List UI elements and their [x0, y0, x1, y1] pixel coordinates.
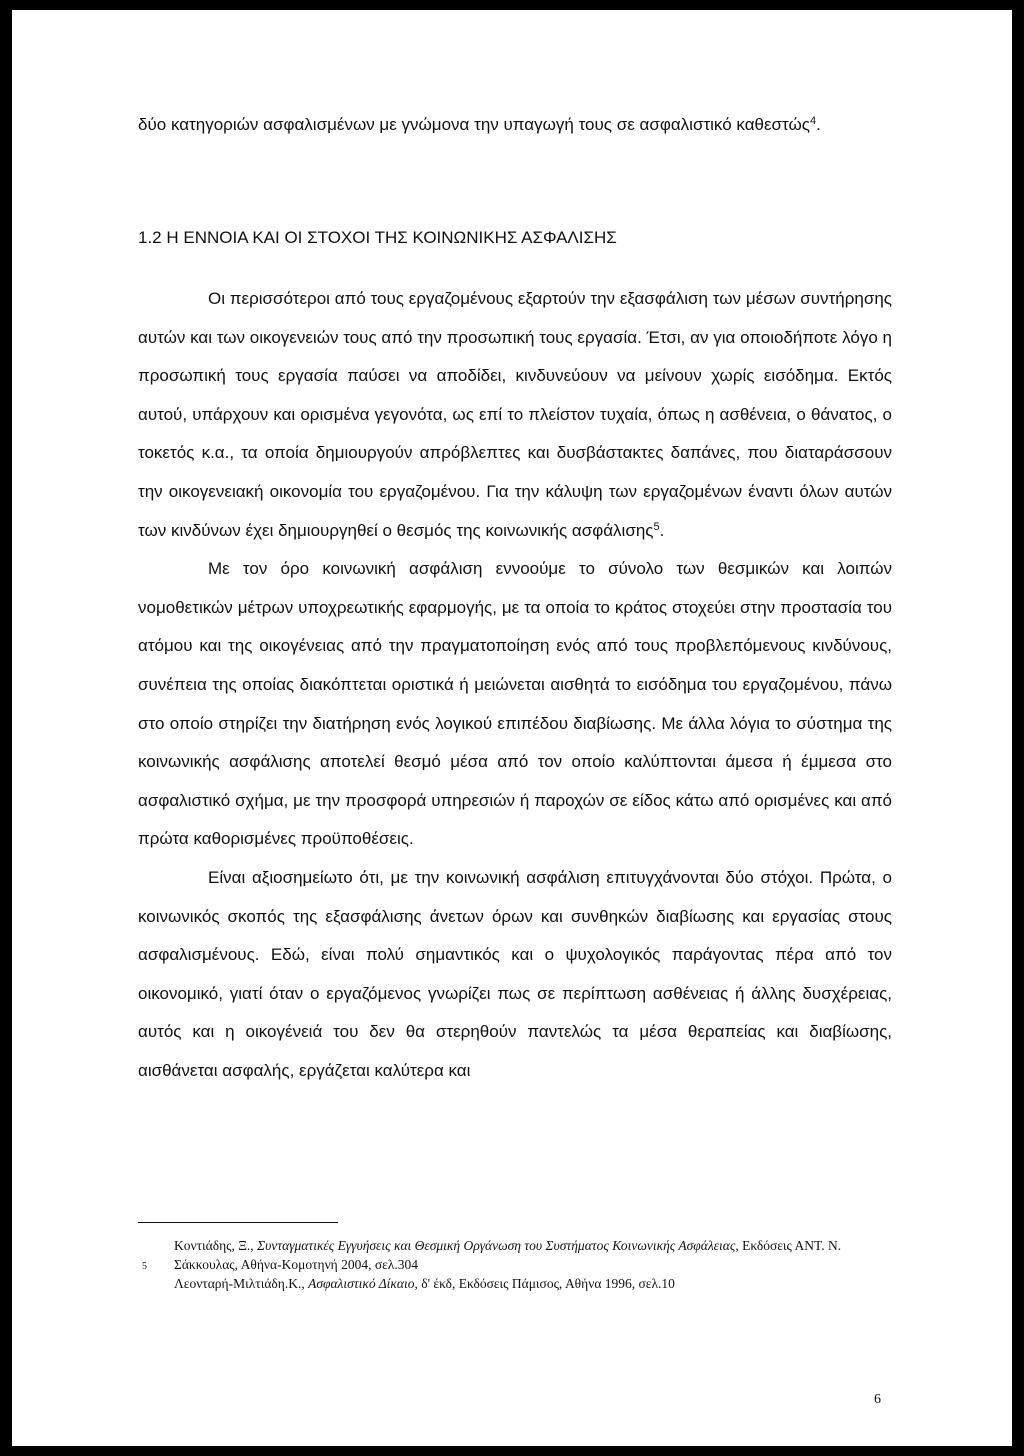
citation-2-author: Λεονταρή-Μιλτιάδη.Κ.,: [174, 1276, 309, 1291]
top-paragraph-text: δύο κατηγοριών ασφαλισμένων με γνώμονα την υπαγωγή τους σε ασφαλιστικό καθεστώς: [138, 115, 810, 134]
main-body: [138, 280, 892, 1090]
page-number: 6: [874, 1392, 881, 1407]
citation-1-details: , Εκδόσεις ΑΝΤ. Ν. Σάκκουλας, Αθήνα-Κομοτηνή 2004, σελ.304: [174, 1238, 842, 1272]
footnote-citation-2: [174, 1274, 892, 1293]
document-page: [12, 10, 1012, 1446]
citation-2-details: , δ' έκδ, Εκδόσεις Πάμισος, Αθήνα 1996, σελ.10: [414, 1276, 675, 1291]
footnote-divider: [138, 1222, 338, 1223]
section-heading: 1.2 Η ΕΝΝΟΙΑ ΚΑΙ ΟΙ ΣΤΟΧΟΙ ΤΗΣ ΚΟΙΝΩΝΙΚΗΣ ΑΣΦΑΛΙΣΗΣ: [138, 228, 617, 247]
citation-1-title: Συνταγματικές Εγγυήσεις και Θεσμική Οργάνωση του Συστήματος Κοινωνικής Ασφάλειας: [257, 1238, 736, 1253]
footnote-citation-1: [174, 1236, 892, 1274]
footnotes: [142, 1236, 892, 1293]
paragraph-1-end: .: [659, 520, 665, 540]
citation-1-author: Κοντιάδης, Ξ.,: [174, 1238, 258, 1253]
paragraph-1-text: Οι περισσότεροι από τους εργαζομένους εξαρτούν την εξασφάλιση των μέσων συντήρησης αυτών και των οικογενειών τους από την προσωπική τους εργασία. Έτσι, αν για οποιοδήποτε λόγο η προσωπική τους εργασία παύσει να αποδίδει, κινδυνεύουν να μείνουν χωρίς εισόδημα. Εκτός αυτού, υπάρχουν και ορισμένα γεγονότα, ως επί το πλείστον τυχαία, όπως η ασθένεια, ο θάνατος, ο τοκετός κ.α., τα οποία δημιουργούν απρόβλεπτες και δυσβάστακτες δαπάνες, που διαταράσσουν την οικογενειακή οικονομία του εργαζομένου. Για την κάλυψη των εργαζομένων έναντι όλων αυτών των κινδύνων έχει δημιουργηθεί ο θεσμός της κοινωνικής ασφάλισης: [138, 289, 892, 540]
top-paragraph: [138, 106, 892, 145]
top-paragraph-end: .: [816, 115, 821, 134]
citation-2-title: Ασφαλιστικό Δίκαιο: [308, 1276, 415, 1291]
footnote-5: [142, 1236, 892, 1293]
paragraph-3: Είναι αξιοσημείωτο ότι, με την κοινωνική ασφάλιση επιτυγχάνονται δύο στόχοι. Πρώτα, ο κοινωνικός σκοπός της εξασφάλισης άνετων όρων και συνθηκών διαβίωσης και εργασίας στους ασφαλισμένους. Εδώ, είναι πολύ σημαντικός και ο ψυχολογικός παράγοντας πέρα από τον οικονομικό, γιατί όταν ο εργαζόμενος γνωρίζει πως σε περίπτωση ασθένειας ή άλλης δυσχέρειας, αυτός και η οικογένειά του δεν θα στερηθούν παντελώς τα μέσα θεραπείας και διαβίωσης, αισθάνεται ασφαλής, εργάζεται καλύτερα και: [138, 867, 892, 1080]
paragraph-2: Με τον όρο κοινωνική ασφάλιση εννοούμε το σύνολο των θεσμικών και λοιπών νομοθετικών μέτρων υποχρεωτικής εφαρμογής, με τα οποία το κράτος στοχεύει στην προστασία του ατόμου και της οικογένειας από την πραγματοποίηση ενός από τους προβλεπόμενους κινδύνους, συνέπεια της οποίας διακόπτεται οριστικά ή μειώνεται αισθητά το εισόδημα του εργαζομένου, πάνω στο οποίο στηρίζει την διατήρηση ενός λογικού επιπέδου διαβίωσης. Με άλλα λόγια το σύστημα της κοινωνικής ασφάλισης αποτελεί θεσμό μέσα από τον οποίο καλύπτονται άμεσα ή έμμεσα στο ασφαλιστικό σχήμα, με την προσφορά υπηρεσιών ή παροχών σε είδος κάτω από ορισμένες και από πρώτα καθορισμένες προϋποθέσεις.: [138, 559, 892, 849]
footnote-ref-5: 5: [653, 520, 660, 533]
footnote-mark: 5: [142, 1261, 147, 1272]
footnote-ref-4: 4: [810, 115, 817, 127]
top-paragraph-block: [138, 106, 892, 145]
paragraph-1: [138, 280, 892, 550]
